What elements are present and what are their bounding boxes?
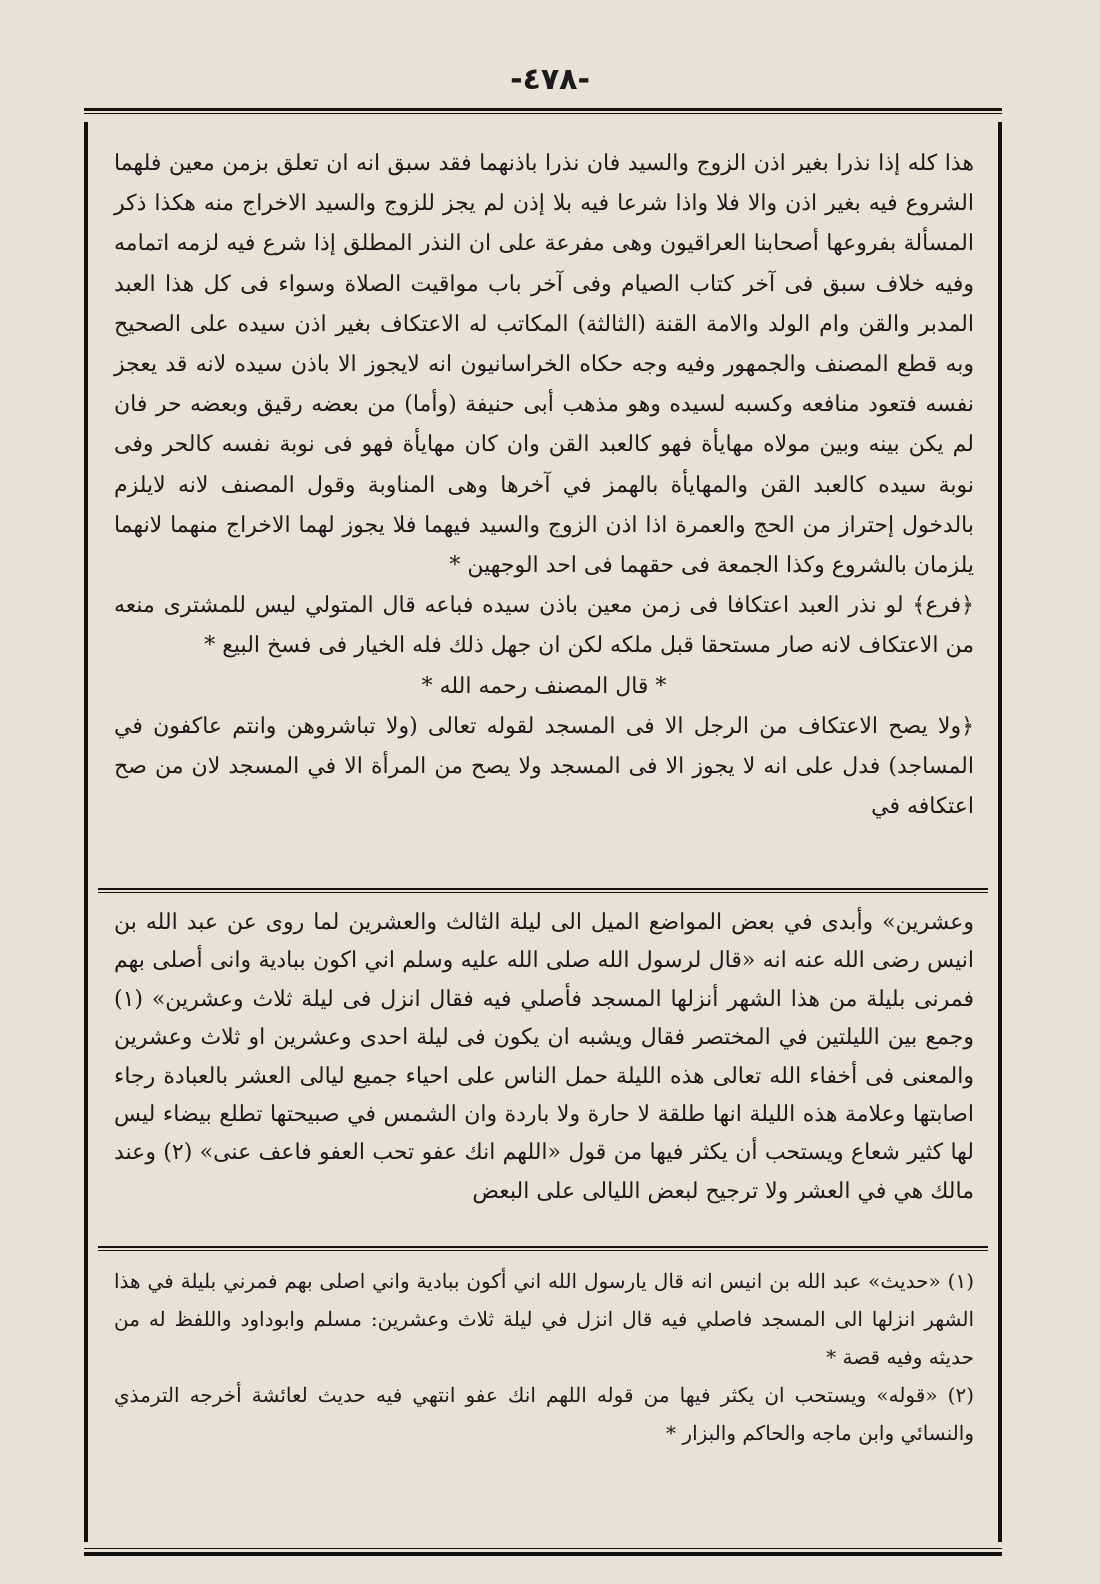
- commentary-paragraph: وعشرين» وأبدى في بعض المواضع الميل الى ليلة الثالث والعشرين لما روى عن عبد الله بن انيس رضى الله عنه انه «قال لرسول الله صلى الله عليه وسلم اني اكون ببادية وانى أصلى بهم فمرنى بليلة من هذا الشهر أنزلها المسجد فأصلي فيه فقال انزل فى ليلة ثلاث وعشرين» (١) وجمع بين الليلتين في المختصر فقال ويشبه ان يكون فى ليلة احدى وعشرين او ثلاث وعشرين والمعنى فى أخفاء الله تعالى هذه الليلة حمل الناس على احياء جميع ليالى العشر بالعبادة رجاء اصابتها وعلامة هذه الليلة انها طلقة لا حارة ولا باردة وان الشمس في صبيحتها تطلع بيضاء ليس لها كثير شعاع ويستحب أن يكثر فيها من قول «اللهم انك عفو تحب العفو فاعف عنى» (٢) وعند مالك هي في العشر ولا ترجيح لبعض الليالى على البعض: [114, 910, 974, 1204]
- top-border-rule: [84, 108, 1002, 114]
- left-border-rule: [84, 122, 88, 1542]
- footnote-2: (٢) «قوله» ويستحب ان يكثر فيها من قوله اللهم انك عفو انتهي فيه حديث لعائشة أخرجه الترمذي والنسائي وابن ماجه والحاكم والبزار *: [114, 1383, 974, 1445]
- page-frame: [84, 108, 1002, 1556]
- author-text-paragraph: ﴿ولا يصح الاعتكاف من الرجل الا فى المسجد لقوله تعالى (ولا تباشروهن وانتم عاكفون في المساجد) فدل على انه لا يجوز الا فى المسجد ولا يصح من المرأة الا في المسجد لان من صح اعتكافه في: [114, 713, 974, 820]
- section-divider: [98, 888, 988, 893]
- footnote-1: (١) «حديث» عبد الله بن انيس انه قال يارسول الله اني أكون ببادية واني اصلى بهم فمرني بليلة في هذا الشهر انزلها الى المسجد فاصلي فيه قال انزل في ليلة ثلاث وعشرين: مسلم وابوداود واللفظ له من حديثه وفيه قصة *: [114, 1269, 974, 1369]
- right-border-rule: [998, 122, 1002, 1542]
- footnotes-divider: [98, 1246, 988, 1251]
- footnotes-section: [114, 1262, 974, 1452]
- commentary-section: [114, 904, 974, 1211]
- main-paragraph: هذا كله إذا نذرا بغير اذن الزوج والسيد فان نذرا باذنهما فقد سبق انه ان تعلق بزمن معين فلهما الشروع فيه بغير اذن والا فلا واذا شرعا فيه بلا إذن لم يجز للزوج والسيد الاخراج منه هكذا ذكر المسألة بفروعها أصحابنا العراقيون وهى مفرعة على ان النذر المطلق إذا شرع فيه لزمه اتمامه وفيه خلاف سبق فى آخر كتاب الصيام وفى آخر باب مواقيت الصلاة وسواء فى كل هذا العبد المدبر والقن وام الولد والامة القنة (الثالثة) المكاتب له الاعتكاف بغير اذن سيده على الصحيح وبه قطع المصنف والجمهور وفيه وجه حكاه الخراسانيون انه لايجوز الا باذن سيده لانه قد يعجز نفسه فتعود منافعه وكسبه لسيده وهو مذهب أبى حنيفة (وأما) من بعضه رقيق وبعضه حر فان لم يكن بينه وبين مولاه مهايأة فهو كالعبد القن وان كان مهايأة فهو فى نوبة نفسه كالحر وفى نوبة سيده كالعبد القن والمهايأة بالهمز في آخرها وهى المناوبة وقول المصنف لانه لايلزم بالدخول إحتراز من الحج والعمرة اذا اذن الزوج والسيد فيهما فلا يجوز لهما الاخراج منهما لانهما يلزمان بالشروع وكذا الجمعة فى حقهما فى احد الوجهين *: [114, 151, 975, 579]
- branch-paragraph: ﴿فرع﴾ لو نذر العبد اعتكافا فى زمن معين باذن سيده فباعه قال المتولي ليس للمشترى منعه من الاعتكاف لانه صار مستحقا قبل ملكه لكن ان جهل ذلك فله الخيار فى فسخ البيع *: [114, 593, 974, 659]
- page-number: -٤٧٨-: [510, 62, 590, 97]
- main-text-section: [114, 144, 974, 827]
- bottom-border-rule: [84, 1548, 1002, 1556]
- author-heading: * قال المصنف رحمه الله *: [421, 673, 667, 699]
